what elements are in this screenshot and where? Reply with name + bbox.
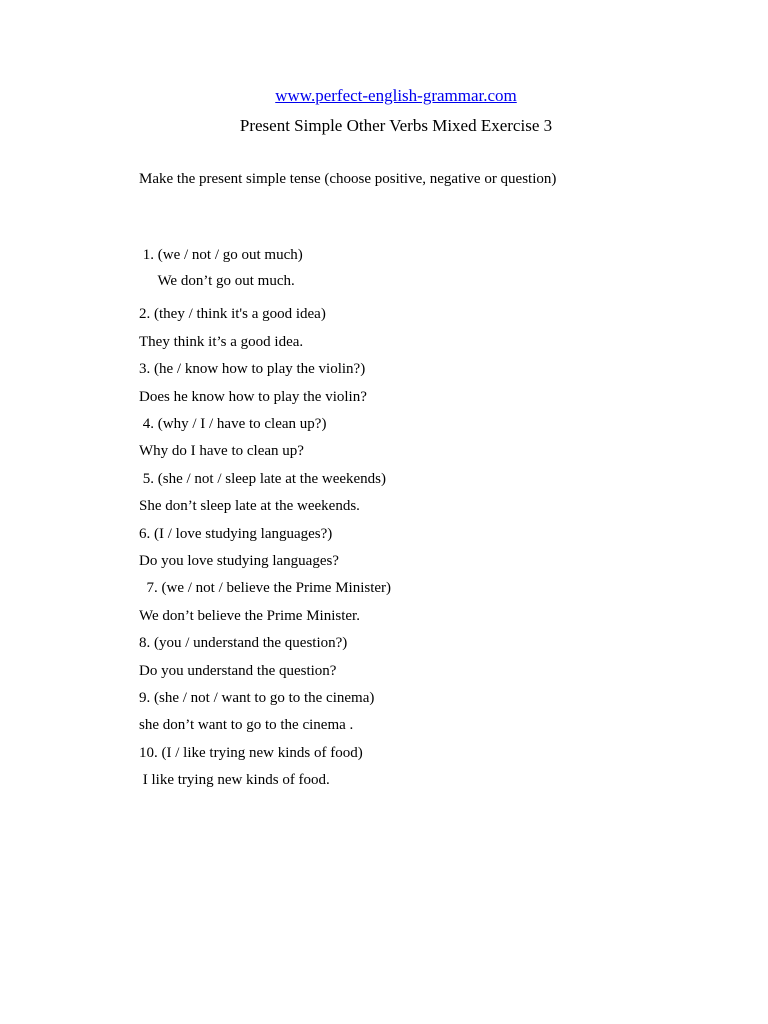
exercise-prompt-8: 8. (you / understand the question?)	[139, 635, 348, 651]
exercise-answer-8: Do you understand the question?	[139, 663, 337, 679]
exercise-answer-6: Do you love studying languages?	[139, 553, 339, 569]
exercise-prompt-2: 2. (they / think it's a good idea)	[139, 306, 326, 322]
page-title: Present Simple Other Verbs Mixed Exercise 3	[239, 116, 553, 135]
exercise-answer-5: She don’t sleep late at the weekends.	[139, 498, 360, 514]
exercise-answer-10: I like trying new kinds of food.	[139, 772, 330, 788]
exercise-prompt-3: 3. (he / know how to play the violin?)	[139, 361, 366, 377]
exercise-prompt-7: 7. (we / not / believe the Prime Minister)	[139, 580, 392, 596]
exercise-answer-3: Does he know how to play the violin?	[139, 389, 367, 405]
exercise-prompt-6: 6. (I / love studying languages?)	[139, 526, 333, 542]
exercise-answer-7: We don’t believe the Prime Minister.	[139, 608, 360, 624]
exercise-prompt-10: 10. (I / like trying new kinds of food)	[139, 745, 363, 761]
exercise-prompt-4: 4. (why / I / have to clean up?)	[139, 416, 327, 432]
instructions-text: Make the present simple tense (choose positive, negative or question)	[139, 171, 557, 187]
exercise-prompt-1: 1. (we / not / go out much)	[139, 247, 303, 263]
exercise-prompt-9: 9. (she / not / want to go to the cinema)	[139, 690, 375, 706]
exercise-answer-1: We don’t go out much.	[139, 273, 295, 289]
exercise-answer-9: she don’t want to go to the cinema .	[139, 717, 354, 733]
site-url-link[interactable]: www.perfect-english-grammar.com	[275, 86, 517, 105]
exercise-prompt-5: 5. (she / not / sleep late at the weekends)	[139, 471, 387, 487]
exercise-answer-4: Why do I have to clean up?	[139, 443, 304, 459]
exercise-answer-2: They think it’s a good idea.	[139, 334, 304, 350]
